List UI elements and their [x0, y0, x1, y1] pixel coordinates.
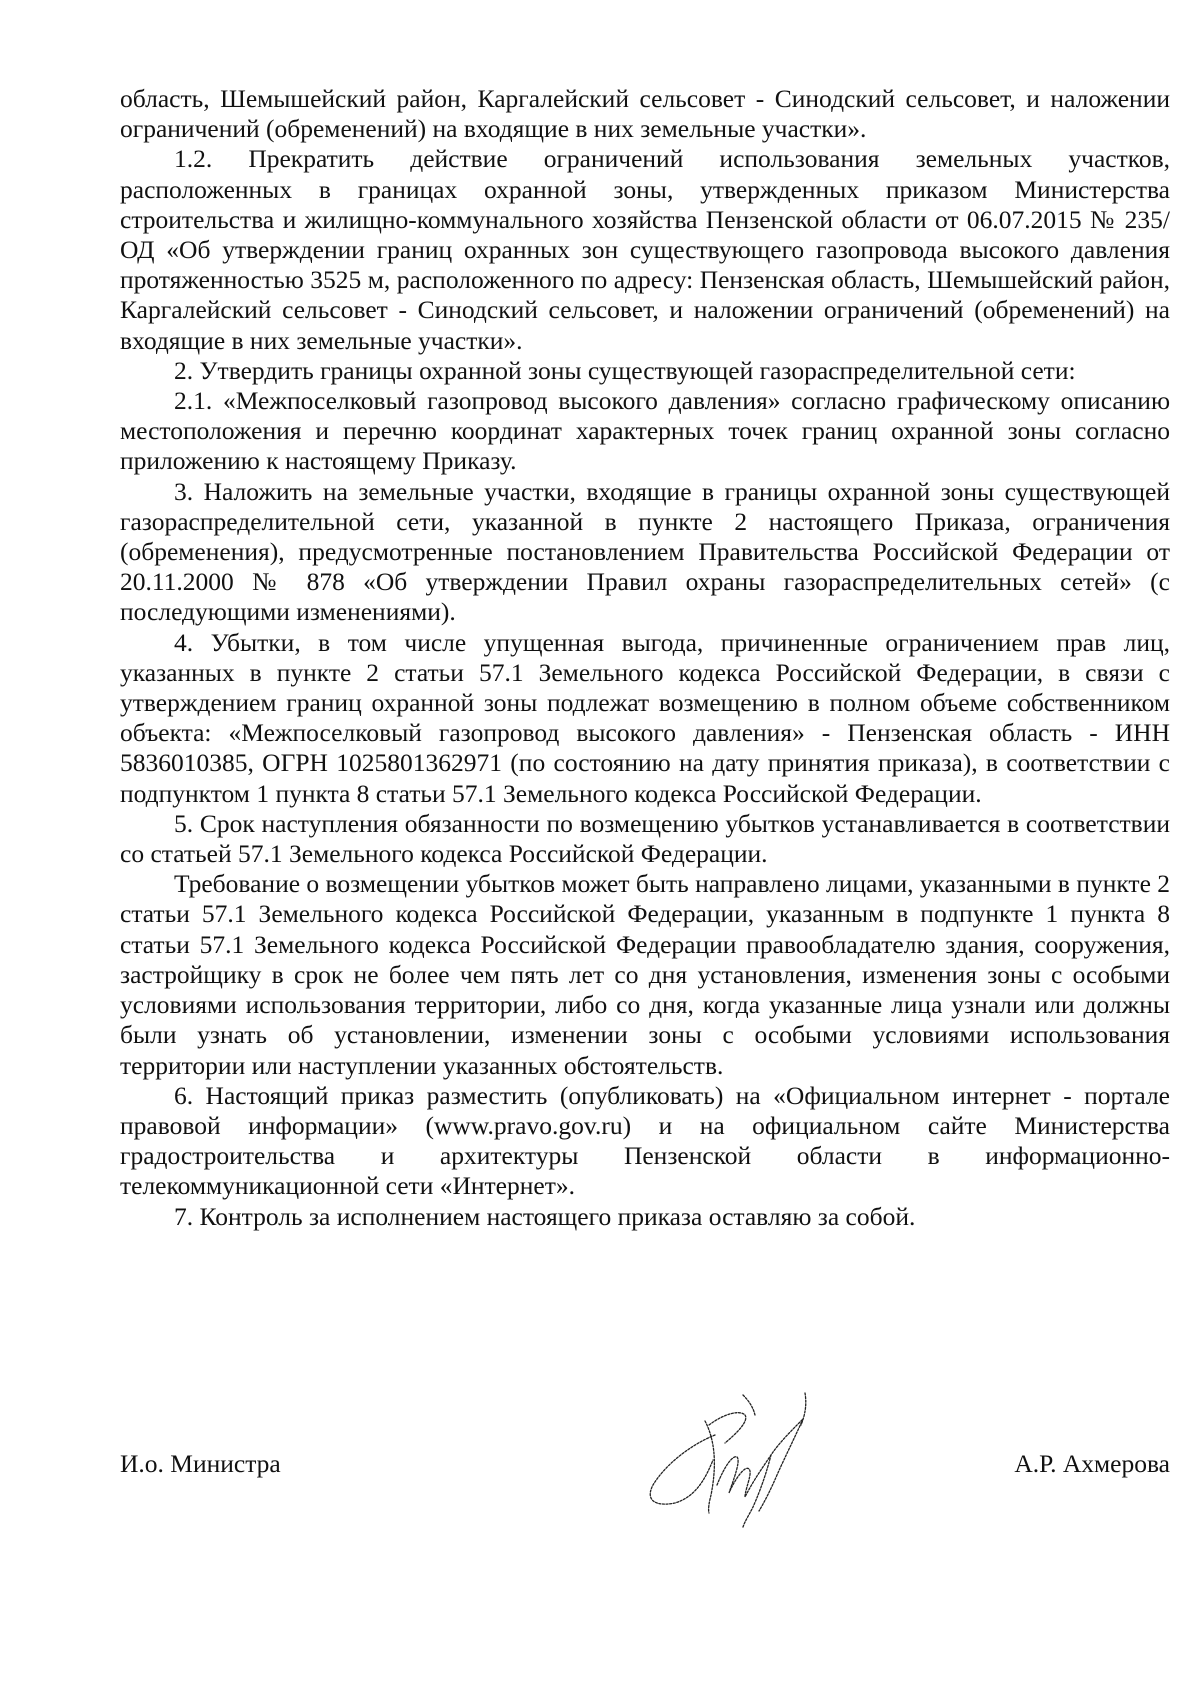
paragraph-2: 2. Утвердить границы охранной зоны существующей газораспределительной сети:: [174, 355, 1076, 385]
signatory-position: И.о. Министра: [120, 1449, 281, 1478]
paragraph-claim: Требование о возмещении убытков может быть направлено лицами, указанными в пункте 2 статьи 57.1 Земельного кодекса Российской Федерации, указанным в подпункте 1 пункта 8 статьи 57.1 Земельного кодекса Российской Федерации правообладателю здания, сооружения, застройщику в срок не более чем пять лет со дня установления, изменения зоны с особыми условиями использования территории, либо со дня, когда указанные лица узнали или должны были узнать об установлении, изменении зоны с особыми условиями использования территории или наступлении указанных обстоятельств.: [120, 869, 1171, 1080]
paragraph-2-1: 2.1. «Межпоселковый газопровод высокого давления» согласно графическому описанию местоположения и перечню координат характерных точек границ охранной зоны согласно приложению к настоящему Приказу.: [120, 386, 1170, 476]
paragraph-3: 3. Наложить на земельные участки, входящие в границы охранной зоны существующей газораспределительной сети, указанной в пункте 2 настоящего Приказа, ограничения (обременения), предусмотренные постановлением Правительства Российской Федерации от 20.11.2000 № 878 «Об утверждении Правил охраны газораспределительных сетей» (с последующими изменениями).: [120, 476, 1170, 627]
paragraph-6: 6. Настоящий приказ разместить (опубликовать) на «Официальном интернет - портале правовой информации» (www.pravo.gov.ru) и на официальном сайте Министерства градостроительства и архитектуры Пензенской области в информационно-телекоммуникационной сети «Интернет».: [120, 1080, 1170, 1201]
document-body: [120, 84, 1170, 1232]
paragraph-continuation: область, Шемышейский район, Каргалейский сельсовет - Синодский сельсовет, и наложении ограничений (обременений) на входящие в них земельные участки».: [120, 84, 1170, 144]
paragraph-4: 4. Убытки, в том числе упущенная выгода, причиненные ограничением прав лиц, указанных в пункте 2 статьи 57.1 Земельного кодекса Российской Федерации, в связи с утверждением границ охранной зоны подлежат возмещению в полном объеме собственником объекта: «Межпоселковый газопровод высокого давления» - Пензенская область - ИНН 5836010385, ОГРН 1025801362971 (по состоянию на дату принятия приказа), в соответствии с подпунктом 1 пункта 8 статьи 57.1 Земельного кодекса Российской Федерации.: [120, 627, 1170, 808]
signatory-name: А.Р. Ахмерова: [1014, 1449, 1170, 1478]
paragraph-7: 7. Контроль за исполнением настоящего приказа оставляю за собой.: [174, 1201, 916, 1231]
handwritten-signature: [645, 1385, 835, 1530]
paragraph-1-2: 1.2. Прекратить действие ограничений использования земельных участков, расположенных в границах охранной зоны, утвержденных приказом Министерства строительства и жилищно-коммунального хозяйства Пензенской области от 06.07.2015 № 235/ОД «Об утверждении границ охранных зон существующего газопровода высокого давления протяженностью 3525 м, расположенного по адресу: Пензенская область, Шемышейский район, Каргалейский сельсовет - Синодский сельсовет, и наложении ограничений (обременений) на входящие в них земельные участки».: [120, 144, 1170, 355]
paragraph-5: 5. Срок наступления обязанности по возмещению убытков устанавливается в соответствии со статьей 57.1 Земельного кодекса Российской Федерации.: [120, 808, 1170, 869]
